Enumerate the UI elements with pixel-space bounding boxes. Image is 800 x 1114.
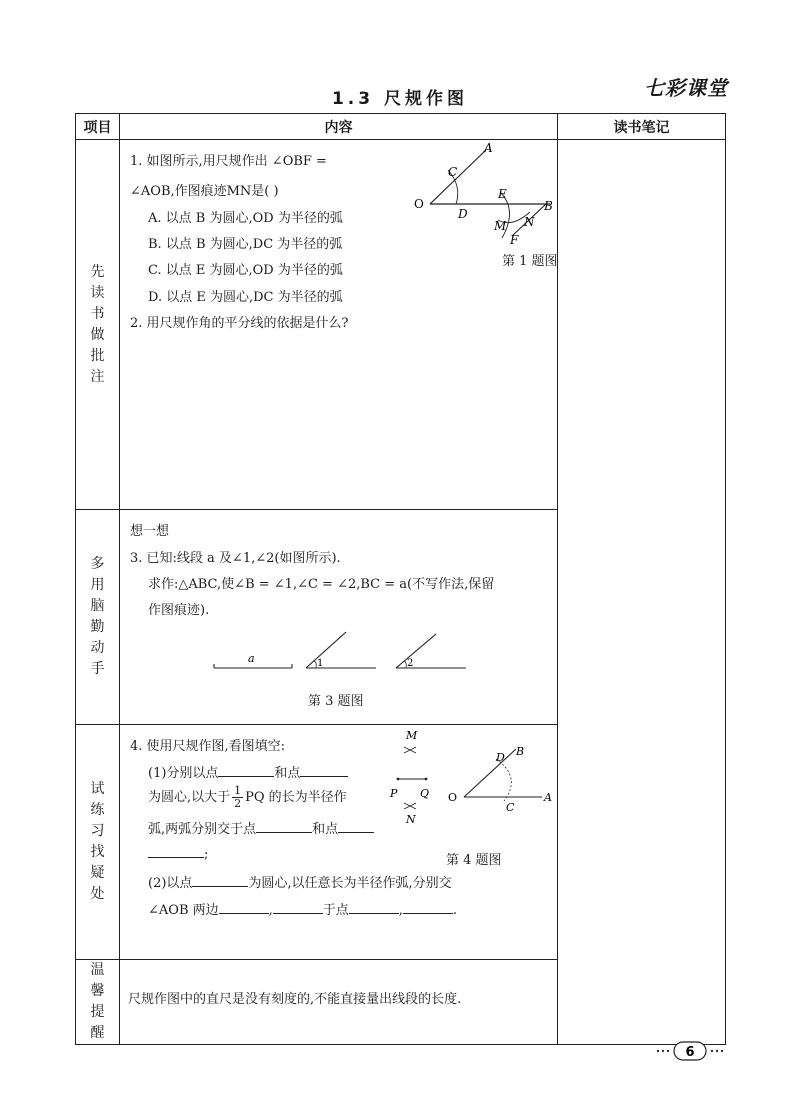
q4-line1: 4. 使用尺规作图,看图填空: bbox=[130, 739, 286, 754]
side-label-read: 先读书 做批注 bbox=[76, 140, 120, 510]
section-tip bbox=[120, 960, 558, 1045]
q1-label-b: B bbox=[544, 199, 553, 213]
q4-part1-line1: (1)分别以点 和点 bbox=[148, 762, 348, 781]
q1-caption: 第 1 题图 bbox=[502, 254, 558, 269]
q3-line2: 求作:△ABC,使∠B = ∠1,∠C = ∠2,BC = a(不写作法,保留 bbox=[148, 577, 495, 592]
section-think bbox=[120, 510, 558, 725]
q3-caption: 第 3 题图 bbox=[308, 694, 364, 709]
q3-label-angle2: 2 bbox=[407, 658, 414, 669]
q4-part2-line1: (2)以点 为圆心,以任意长为半径作弧,分别交 bbox=[148, 872, 452, 891]
q4-label-n: N bbox=[406, 813, 416, 826]
q1-line1: 1. 如图所示,用尺规作出 ∠OBF = bbox=[130, 154, 327, 169]
q3-label-a: a bbox=[248, 652, 255, 665]
blank-3[interactable] bbox=[256, 819, 312, 833]
q1-label-o: O bbox=[414, 197, 424, 211]
blank-9[interactable] bbox=[349, 900, 399, 914]
q1-line2: ∠AOB,作图痕迹MN是( ) bbox=[130, 184, 279, 199]
q4-label-o: O bbox=[448, 791, 458, 804]
q1-figure bbox=[400, 140, 558, 260]
q1-option-a: A. 以点 B 为圆心,OD 为半径的弧 bbox=[148, 211, 343, 226]
q4-part2-line2: ∠AOB 两边 , 于点 , . bbox=[148, 899, 457, 918]
q4-label-p: P bbox=[390, 787, 398, 800]
q1-option-d: D. 以点 E 为圆心,DC 为半径的弧 bbox=[148, 290, 343, 305]
q4-part1-line3: 弧,两弧分别交于点 和点 bbox=[148, 818, 374, 837]
blank-10[interactable] bbox=[403, 900, 453, 914]
q3-heading: 想一想 bbox=[130, 524, 170, 539]
tip-text: 尺规作图中的直尺是没有刻度的,不能直接量出线段的长度. bbox=[128, 992, 462, 1007]
q4-label-a: A bbox=[544, 791, 552, 804]
q4-label-b: B bbox=[516, 745, 525, 758]
side-label-tip: 温馨提醒 bbox=[76, 960, 120, 1045]
q1-option-b: B. 以点 B 为圆心,DC 为半径的弧 bbox=[148, 237, 343, 252]
q4-label-m: M bbox=[406, 729, 418, 742]
header-item: 项目 bbox=[76, 114, 120, 140]
brand-logo: 七彩课堂 bbox=[644, 76, 728, 100]
q4-part1-line4: ; bbox=[148, 844, 208, 862]
q1-label-a: A bbox=[484, 141, 493, 155]
q2-text: 2. 用尺规作角的平分线的依据是什么? bbox=[130, 316, 349, 331]
q4-label-q: Q bbox=[420, 787, 430, 800]
header-content: 内容 bbox=[120, 114, 558, 140]
q1-label-d: D bbox=[458, 207, 468, 221]
q4-figure bbox=[386, 727, 558, 835]
q1-label-c: C bbox=[448, 165, 458, 179]
q3-line3: 作图痕迹). bbox=[148, 603, 210, 618]
page-title: 1.3 尺规作图 bbox=[331, 89, 469, 109]
fraction-half: $\frac{1}{2}$ bbox=[234, 784, 242, 810]
q4-part1-line2: 为圆心,以大于 $\frac{1}{2}$ PQ 的长为半径作 bbox=[148, 784, 347, 810]
page-number-badge bbox=[654, 1041, 726, 1061]
section-read bbox=[120, 140, 558, 510]
blank-2[interactable] bbox=[300, 763, 348, 777]
q1-option-c: C. 以点 E 为圆心,OD 为半径的弧 bbox=[148, 263, 343, 278]
header-notes: 读书笔记 bbox=[558, 114, 726, 140]
side-label-practice: 试练习 找疑处 bbox=[76, 725, 120, 960]
blank-8[interactable] bbox=[273, 900, 323, 914]
q3-figure bbox=[200, 630, 520, 680]
section-practice bbox=[120, 725, 558, 960]
blank-6[interactable] bbox=[192, 873, 248, 887]
blank-7[interactable] bbox=[219, 900, 269, 914]
blank-1[interactable] bbox=[218, 763, 274, 777]
side-label-think: 多用脑 勤动手 bbox=[76, 510, 120, 725]
q3-label-angle1: 1 bbox=[317, 658, 324, 669]
blank-5[interactable] bbox=[148, 844, 204, 858]
q4-label-d: D bbox=[496, 751, 505, 764]
blank-4[interactable] bbox=[338, 819, 374, 833]
q1-label-e: E bbox=[498, 187, 507, 201]
q1-label-n: N bbox=[524, 215, 535, 229]
page-number: 6 bbox=[685, 1045, 695, 1060]
q3-line1: 3. 已知:线段 a 及∠1,∠2(如图所示). bbox=[130, 551, 341, 566]
notes-column[interactable] bbox=[558, 140, 726, 1045]
q4-caption: 第 4 题图 bbox=[446, 853, 502, 868]
q4-label-c: C bbox=[506, 801, 515, 814]
q1-label-m: M bbox=[494, 219, 507, 233]
q1-label-f: F bbox=[510, 233, 519, 247]
lesson-table bbox=[75, 113, 726, 1045]
